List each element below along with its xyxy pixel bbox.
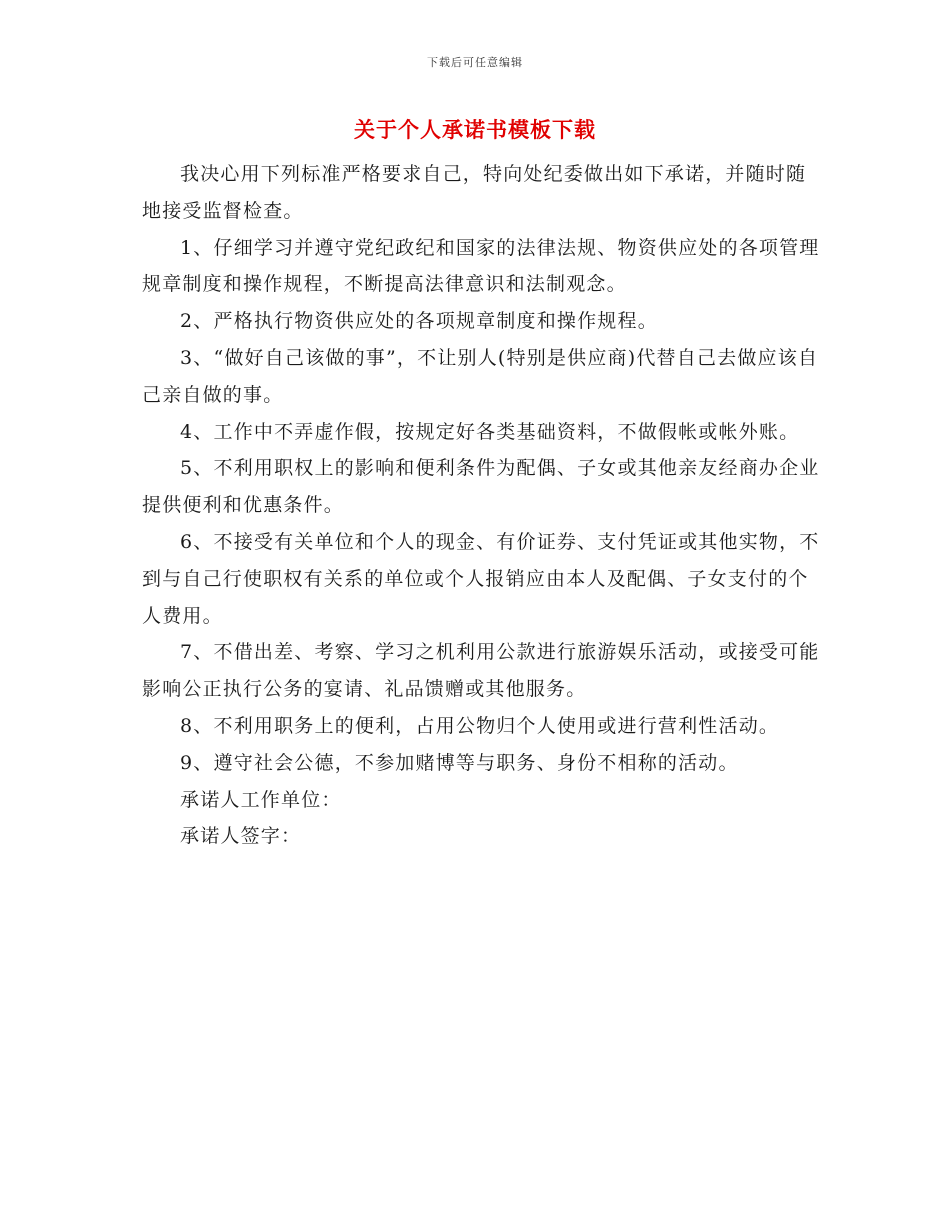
signatory-work-unit-label: 承诺人工作单位： [180,788,342,811]
commitment-item-1: 1、仔细学习并遵守党纪政纪和国家的法律法规、物资供应处的各项管理规章制度和操作规程，不断提高法律意识和法制观念。 [142,236,820,296]
commitment-item-7: 7、不借出差、考察、学习之机利用公款进行旅游娱乐活动，或接受可能影响公正执行公务的宴请、礼品馈赠或其他服务。 [142,641,820,701]
commitment-item-3: 3、“做好自己该做的事”，不让别人(特别是供应商)代替自己去做应该自己亲自做的事。 [142,346,819,406]
intro-paragraph: 我决心用下列标准严格要求自己，特向处纪委做出如下承诺，并随时随地接受监督检查。 [142,163,807,222]
document-title: 关于个人承诺书模板下载 [354,117,596,142]
commitment-item-6: 6、不接受有关单位和个人的现金、有价证券、支付凭证或其他实物，不到与自己行使职权有关系的单位或个人报销应由本人及配偶、子女支付的个人费用。 [142,530,820,627]
commitment-item-5: 5、不利用职权上的影响和便利条件为配偶、子女或其他亲友经商办企业提供便利和优惠条件。 [142,457,820,517]
commitment-item-9: 9、遵守社会公德，不参加赌博等与职务、身份不相称的活动。 [180,751,739,774]
signatory-signature-label: 承诺人签字： [180,825,302,848]
commitment-item-8: 8、不利用职务上的便利，占用公物归个人使用或进行营利性活动。 [180,714,780,737]
document-body [142,156,822,855]
commitment-item-2: 2、严格执行物资供应处的各项规章制度和操作规程。 [180,310,658,333]
commitment-item-4: 4、工作中不弄虚作假，按规定好各类基础资料，不做假帐或帐外账。 [180,420,800,443]
header-note: 下载后可任意编辑 [427,56,523,69]
